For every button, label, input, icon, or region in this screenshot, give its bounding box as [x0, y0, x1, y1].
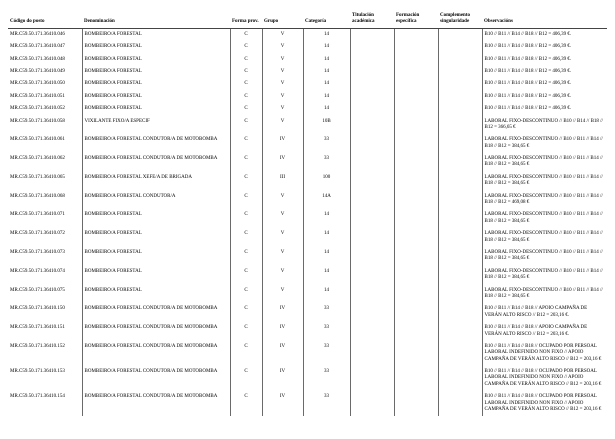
cell-observacions: B10 // B11 // B14 // B18 // B12 = 406,39 €. [482, 41, 607, 53]
table-row [8, 285, 607, 304]
cell-denominacion: BOMBEIRO/A FORESTAL [82, 28, 230, 41]
table-body [8, 28, 607, 416]
cell-observacions: LABORAL FIXO-DESCONTINUO // B10 // B11 // B14 // B18 // B12 = 384,65 € [482, 266, 607, 285]
cell-categoria: 33 [303, 322, 350, 341]
cell-categoria: 33 [303, 303, 350, 322]
cell-observacions: LABORAL FIXO-DESCONTINUO // B10 // B11 // B14 // B18 // B12 = 384,65 € [482, 228, 607, 247]
cell-denominacion: BOMBEIRO/A FORESTAL [82, 228, 230, 247]
cell-denominacion: BOMBEIRO/A FORESTAL [82, 285, 230, 304]
cell-titulacion [350, 78, 394, 90]
cell-categoria: 14 [303, 41, 350, 53]
cell-forma: C [230, 116, 262, 135]
cell-forma: C [230, 91, 262, 103]
cell-categoria: 33 [303, 153, 350, 172]
table-row [8, 153, 607, 172]
cell-grupo: V [262, 78, 303, 90]
cell-titulacion [350, 266, 394, 285]
cell-observacions: B10 // B11 // B14 // B18 // B12 = 406,39 €. [482, 78, 607, 90]
cell-categoria: 14 [303, 66, 350, 78]
cell-titulacion [350, 153, 394, 172]
cell-categoria: 10B [303, 116, 350, 135]
cell-codigo: MR.C59.50.171.36410.150 [10, 306, 65, 312]
cell-denominacion: BOMBEIRO/A FORESTAL CONDUTOR/A [82, 191, 230, 210]
cell-denominacion: BOMBEIRO/A FORESTAL CONDUTOR/A DE MOTOBOMBA [82, 391, 230, 416]
cell-codigo: MR.C59.50.171.36410.075 [10, 287, 65, 293]
cell-formacion [394, 366, 438, 391]
cell-complemento [438, 91, 482, 103]
cell-categoria: 33 [303, 366, 350, 391]
table-row [8, 91, 607, 103]
cell-grupo: IV [262, 322, 303, 341]
cell-denominacion: BOMBEIRO/A FORESTAL [82, 66, 230, 78]
cell-denominacion: BOMBEIRO/A FORESTAL CONDUTOR/A DE MOTOBOMBA [82, 303, 230, 322]
cell-formacion [394, 191, 438, 210]
cell-denominacion: BOMBEIRO/A FORESTAL CONDUTOR/A DE MOTOBOMBA [82, 322, 230, 341]
cell-titulacion [350, 103, 394, 115]
cell-codigo: MR.C59.50.171.36410.061 [10, 137, 65, 143]
cell-forma: C [230, 322, 262, 341]
cell-forma: C [230, 341, 262, 366]
cell-categoria: 14 [303, 28, 350, 41]
cell-forma: C [230, 285, 262, 304]
cell-observacions: B10 // B11 // B14 // B18 // OCUPADO POR PERSOAL LABORAL INDEFINIDO NON FIXO // APOIO CAMPAÑA DE VERÁN ALTO RISCO // B12 = 203,16 € [482, 391, 607, 416]
cell-complemento [438, 366, 482, 391]
cell-codigo: MR.C59.50.171.36410.050 [10, 81, 65, 87]
cell-forma: C [230, 41, 262, 53]
cell-forma: C [230, 391, 262, 416]
cell-categoria: 14 [303, 228, 350, 247]
column-header-codigo: Código do posto [8, 12, 82, 28]
table-row [8, 341, 607, 366]
column-header-denominacion: Denominación [82, 12, 230, 28]
cell-codigo: MR.C59.50.171.36410.068 [10, 193, 65, 199]
table-row [8, 172, 607, 191]
cell-categoria: 14 [303, 247, 350, 266]
cell-grupo: V [262, 116, 303, 135]
table-row [8, 28, 607, 41]
cell-denominacion: BOMBEIRO/A FORESTAL [82, 209, 230, 228]
cell-codigo: MR.C59.50.171.36410.058 [10, 118, 65, 124]
cell-observacions: B10 // B11 // B14 // B18 // B12 = 406,39 €. [482, 54, 607, 66]
cell-forma: C [230, 28, 262, 41]
cell-complemento [438, 285, 482, 304]
cell-categoria: 100 [303, 172, 350, 191]
cell-complemento [438, 191, 482, 210]
cell-forma: C [230, 153, 262, 172]
cell-formacion [394, 209, 438, 228]
cell-observacions: B10 // B11 // B14 // B18 // APOIO CAMPAÑA DE VERÁN ALTO RISCO // B12 = 203,16 €. [482, 322, 607, 341]
cell-formacion [394, 391, 438, 416]
cell-observacions: LABORAL FIXO-DESCONTINUO // B10 // B11 // B14 // B18 // B12 = 384,65 € [482, 172, 607, 191]
cell-complemento [438, 153, 482, 172]
column-header-categoria: Categoría [303, 12, 350, 28]
cell-titulacion [350, 91, 394, 103]
cell-titulacion [350, 341, 394, 366]
cell-observacions: B10 // B11 // B14 // B18 // B12 = 406,39 €. [482, 28, 607, 41]
table-row [8, 103, 607, 115]
cell-codigo: MR.C59.50.171.36410.151 [10, 325, 65, 331]
cell-complemento [438, 247, 482, 266]
cell-observacions: B10 // B11 // B14 // B18 // B12 = 406,39 €. [482, 66, 607, 78]
cell-grupo: IV [262, 391, 303, 416]
cell-observacions: B10 // B11 // B14 // B18 // OCUPADO POR PERSOAL LABORAL INDEFINIDO NON FIXO // APOIO CAMPAÑA DE VERÁN ALTO RISCO // B12 = 203,16 € [482, 366, 607, 391]
cell-grupo: IV [262, 341, 303, 366]
column-header-formacion: Formación específica [394, 12, 438, 28]
cell-forma: C [230, 247, 262, 266]
cell-codigo: MR.C59.50.171.36410.062 [10, 156, 65, 162]
cell-observacions: LABORAL FIXO-DESCONTINUO // B10 // B11 // B14 // B18 // B12 = 384,65 € [482, 153, 607, 172]
cell-grupo: V [262, 54, 303, 66]
cell-codigo: MR.C59.50.171.36410.073 [10, 249, 65, 255]
cell-grupo: V [262, 103, 303, 115]
cell-complemento [438, 54, 482, 66]
cell-observacions: LABORAL FIXO-DESCONTINUO // B10 // B11 // B14 // B18 // B12 = 384,65 € [482, 134, 607, 153]
cell-titulacion [350, 66, 394, 78]
cell-complemento [438, 266, 482, 285]
cell-complemento [438, 341, 482, 366]
cell-formacion [394, 341, 438, 366]
cell-denominacion: VIXILANTE FIXO/A ESPECIF [82, 116, 230, 135]
cell-formacion [394, 322, 438, 341]
column-header-grupo: Grupo [262, 12, 303, 28]
cell-observacions: B10 // B11 // B14 // B18 // OCUPADO POR PERSOAL LABORAL INDEFINIDO NON FIXO // APOIO CAMPAÑA DE VERÁN ALTO RISCO // B12 = 203,16 € [482, 341, 607, 366]
column-header-observacions: Observacións [482, 12, 607, 28]
cell-grupo: V [262, 66, 303, 78]
cell-formacion [394, 91, 438, 103]
cell-categoria: 14 [303, 209, 350, 228]
cell-formacion [394, 228, 438, 247]
cell-denominacion: BOMBEIRO/A FORESTAL [82, 266, 230, 285]
cell-formacion [394, 41, 438, 53]
table-header-row [8, 12, 607, 28]
cell-grupo: IV [262, 153, 303, 172]
cell-codigo: MR.C59.50.171.36410.153 [10, 369, 65, 375]
cell-codigo: MR.C59.50.171.36410.065 [10, 174, 65, 180]
cell-denominacion: BOMBEIRO/A FORESTAL [82, 247, 230, 266]
cell-denominacion: BOMBEIRO/A FORESTAL XEFE/A DE BRIGADA [82, 172, 230, 191]
cell-denominacion: BOMBEIRO/A FORESTAL [82, 103, 230, 115]
cell-codigo: MR.C59.50.171.36410.049 [10, 68, 65, 74]
cell-complemento [438, 78, 482, 90]
cell-categoria: 14A [303, 191, 350, 210]
cell-forma: C [230, 228, 262, 247]
cell-forma: C [230, 54, 262, 66]
cell-titulacion [350, 41, 394, 53]
cell-denominacion: BOMBEIRO/A FORESTAL CONDUTOR/A DE MOTOBOMBA [82, 153, 230, 172]
cell-codigo: MR.C59.50.171.36410.074 [10, 268, 65, 274]
table-row [8, 391, 607, 416]
cell-denominacion: BOMBEIRO/A FORESTAL CONDUTOR/A DE MOTOBOMBA [82, 341, 230, 366]
cell-grupo: V [262, 91, 303, 103]
cell-formacion [394, 78, 438, 90]
cell-complemento [438, 322, 482, 341]
cell-observacions: B10 // B11 // B14 // B18 // B12 = 406,39 €. [482, 103, 607, 115]
cell-codigo: MR.C59.50.171.36410.154 [10, 394, 65, 400]
cell-categoria: 33 [303, 341, 350, 366]
cell-complemento [438, 209, 482, 228]
cell-observacions: B10 // B11 // B14 // B18 // B12 = 406,39 €. [482, 91, 607, 103]
cell-grupo: IV [262, 303, 303, 322]
cell-categoria: 33 [303, 134, 350, 153]
cell-titulacion [350, 247, 394, 266]
cell-grupo: IV [262, 366, 303, 391]
table-row [8, 66, 607, 78]
cell-grupo: V [262, 285, 303, 304]
cell-grupo: V [262, 209, 303, 228]
cell-categoria: 14 [303, 266, 350, 285]
cell-forma: C [230, 103, 262, 115]
cell-codigo: MR.C59.50.171.36410.072 [10, 231, 65, 237]
cell-categoria: 14 [303, 103, 350, 115]
cell-codigo: MR.C59.50.171.36410.046 [10, 31, 65, 37]
cell-forma: C [230, 266, 262, 285]
cell-observacions: LABORAL FIXO-DESCONTINUO // B10 // B14 // B18 // B12 = 366,65 € [482, 116, 607, 135]
cell-formacion [394, 285, 438, 304]
cell-codigo: MR.C59.50.171.36410.071 [10, 212, 65, 218]
cell-forma: C [230, 191, 262, 210]
cell-observacions: LABORAL FIXO-DESCONTINUO // B10 // B11 // B14 // B18 // B12 = 384,65 € [482, 247, 607, 266]
cell-denominacion: BOMBEIRO/A FORESTAL [82, 78, 230, 90]
cell-denominacion: BOMBEIRO/A FORESTAL CONDUTOR/A DE MOTOBOMBA [82, 134, 230, 153]
cell-grupo: V [262, 28, 303, 41]
cell-denominacion: BOMBEIRO/A FORESTAL CONDUTOR/A DE MOTOBOMBA [82, 366, 230, 391]
cell-complemento [438, 103, 482, 115]
cell-titulacion [350, 191, 394, 210]
column-header-complemento: Complemento singularidade [438, 12, 482, 28]
cell-categoria: 14 [303, 285, 350, 304]
table-header [8, 12, 607, 28]
cell-grupo: III [262, 172, 303, 191]
cell-titulacion [350, 172, 394, 191]
column-header-titulacion: Titulación académica [350, 12, 394, 28]
cell-formacion [394, 116, 438, 135]
cell-formacion [394, 134, 438, 153]
cell-categoria: 14 [303, 54, 350, 66]
cell-titulacion [350, 116, 394, 135]
column-header-forma: Forma prov. [230, 12, 262, 28]
cell-titulacion [350, 228, 394, 247]
cell-titulacion [350, 285, 394, 304]
cell-categoria: 14 [303, 78, 350, 90]
table-row [8, 41, 607, 53]
cell-codigo: MR.C59.50.171.36410.152 [10, 343, 65, 349]
cell-forma: C [230, 134, 262, 153]
cell-titulacion [350, 28, 394, 41]
cell-complemento [438, 116, 482, 135]
cell-codigo: MR.C59.50.171.36410.052 [10, 106, 65, 112]
cell-titulacion [350, 366, 394, 391]
cell-forma: C [230, 66, 262, 78]
cell-observacions: LABORAL FIXO-DESCONTINUO // B10 // B11 // B14 // B18 // B12 = 384,65 € [482, 285, 607, 304]
cell-formacion [394, 66, 438, 78]
cell-formacion [394, 172, 438, 191]
cell-formacion [394, 54, 438, 66]
table-row [8, 134, 607, 153]
cell-grupo: V [262, 247, 303, 266]
cell-grupo: V [262, 266, 303, 285]
cell-formacion [394, 247, 438, 266]
table-row [8, 78, 607, 90]
cell-denominacion: BOMBEIRO/A FORESTAL [82, 91, 230, 103]
cell-titulacion [350, 54, 394, 66]
table-row [8, 303, 607, 322]
posts-table [8, 12, 607, 416]
cell-categoria: 14 [303, 91, 350, 103]
cell-forma: C [230, 366, 262, 391]
table-row [8, 228, 607, 247]
cell-grupo: V [262, 228, 303, 247]
cell-formacion [394, 28, 438, 41]
table-row [8, 209, 607, 228]
cell-denominacion: BOMBEIRO/A FORESTAL [82, 41, 230, 53]
cell-codigo: MR.C59.50.171.36410.047 [10, 44, 65, 50]
table-row [8, 366, 607, 391]
cell-complemento [438, 391, 482, 416]
cell-complemento [438, 228, 482, 247]
cell-complemento [438, 134, 482, 153]
table-row [8, 116, 607, 135]
cell-titulacion [350, 322, 394, 341]
cell-formacion [394, 303, 438, 322]
cell-complemento [438, 66, 482, 78]
table-row [8, 247, 607, 266]
cell-grupo: IV [262, 134, 303, 153]
table-row [8, 322, 607, 341]
cell-forma: C [230, 303, 262, 322]
cell-observacions: LABORAL FIXO-DESCONTINUO // B10 // B11 // B14 // B18 // B12 = 469,08 € [482, 191, 607, 210]
cell-titulacion [350, 134, 394, 153]
cell-complemento [438, 28, 482, 41]
cell-formacion [394, 153, 438, 172]
cell-titulacion [350, 303, 394, 322]
cell-titulacion [350, 391, 394, 416]
cell-forma: C [230, 78, 262, 90]
cell-complemento [438, 172, 482, 191]
table-row [8, 191, 607, 210]
cell-denominacion: BOMBEIRO/A FORESTAL [82, 54, 230, 66]
cell-grupo: V [262, 41, 303, 53]
cell-titulacion [350, 209, 394, 228]
cell-forma: C [230, 209, 262, 228]
table-row [8, 266, 607, 285]
cell-observacions: LABORAL FIXO-DESCONTINUO // B10 // B11 // B14 // B18 // B12 = 384,65 € [482, 209, 607, 228]
cell-codigo: MR.C59.50.171.36410.048 [10, 56, 65, 62]
cell-formacion [394, 266, 438, 285]
cell-formacion [394, 103, 438, 115]
cell-forma: C [230, 172, 262, 191]
cell-observacions: B10 // B11 // B14 // B18 // APOIO CAMPAÑA DE VERÁN ALTO RISCO // B12 = 203,16 €. [482, 303, 607, 322]
cell-grupo: V [262, 191, 303, 210]
cell-codigo: MR.C59.50.171.36410.051 [10, 93, 65, 99]
cell-categoria: 33 [303, 391, 350, 416]
table-row [8, 54, 607, 66]
cell-complemento [438, 303, 482, 322]
cell-complemento [438, 41, 482, 53]
